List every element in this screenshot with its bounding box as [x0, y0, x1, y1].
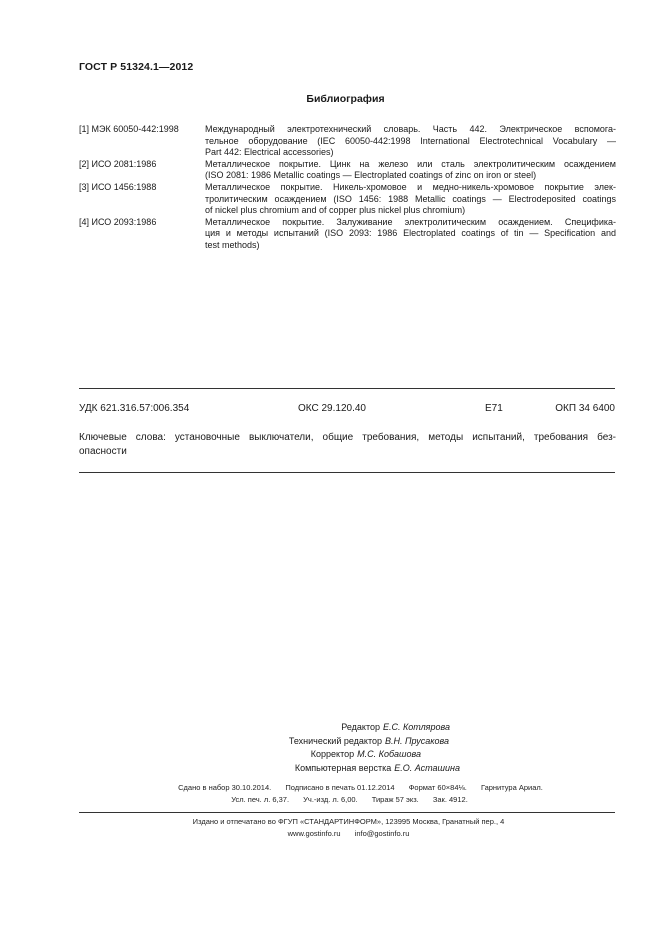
credit-layout: [230, 762, 470, 776]
credit-role: Редактор: [341, 722, 380, 732]
credit-name: М.С. Кобашова: [357, 749, 421, 760]
imprint-field: Усл. печ. л. 6,37.: [231, 795, 290, 804]
credits-block: [230, 721, 470, 775]
reference-line: (ISO 2081: 1986 Metallic coatings — Electroplated coatings of zinc on iron or steel): [205, 170, 537, 181]
website-link[interactable]: www.gostinfo.ru: [287, 829, 341, 838]
reference-text: [205, 124, 616, 159]
reference-line: тролитическим осаждением (ISO 1456: 1988 Metallic coatings — Electrodeposited coatings: [205, 193, 616, 204]
imprint-print-info: [0, 783, 661, 792]
section-title: Библиография: [306, 93, 385, 105]
divider-top: [79, 388, 615, 389]
keywords-line: Ключевые слова: установочные выключатели, общие требования, методы испытаний, требования без-: [79, 432, 616, 443]
reference-item: [79, 124, 616, 159]
divider-keywords: [79, 472, 615, 473]
email-link[interactable]: info@gostinfo.ru: [354, 829, 410, 838]
document-code: ГОСТ Р 51324.1—2012: [79, 61, 194, 73]
reference-id: [4] ИСО 2093:1986: [79, 216, 157, 227]
imprint-field: Сдано в набор 30.10.2014.: [178, 783, 272, 792]
oks-code: ОКС 29.120.40: [298, 403, 366, 414]
imprint-field: Тираж 57 экз.: [371, 795, 419, 804]
credit-name: В.Н. Прусакова: [385, 735, 449, 746]
reference-line: Part 442: Electrical accessories): [205, 147, 334, 158]
credit-name: Е.О. Асташина: [394, 762, 460, 773]
imprint-field: Формат 60×84⅛.: [408, 783, 467, 792]
reference-line: ция и методы испытаний (ISO 2093: 1986 Electroplated coatings of tin — Specification and: [205, 228, 616, 239]
credit-proofreader: [230, 748, 470, 762]
group-code: Е71: [485, 403, 503, 414]
publisher-line: Издано и отпечатано во ФГУП «СТАНДАРТИНФОРМ», 123995 Москва, Гранатный пер., 4: [192, 817, 505, 826]
reference-id: [2] ИСО 2081:1986: [79, 158, 157, 169]
reference-item: [79, 182, 616, 217]
reference-text: [205, 182, 616, 217]
publisher-contacts: [0, 829, 661, 838]
okp-code: ОКП 34 6400: [555, 403, 615, 414]
reference-line: Металлическое покрытие. Цинк на железо или сталь электролитическим осаждением: [205, 158, 616, 169]
reference-text: [205, 159, 616, 182]
imprint-field: Зак. 4912.: [432, 795, 468, 804]
credit-tech-editor: [230, 735, 470, 749]
imprint-field: Гарнитура Ариал.: [480, 783, 543, 792]
reference-id: [1] МЭК 60050-442:1998: [79, 124, 179, 134]
classification-row: [79, 403, 615, 417]
reference-id: [3] ИСО 1456:1988: [79, 181, 157, 192]
reference-line: test methods): [205, 239, 260, 250]
divider-imprint: [79, 812, 615, 813]
reference-item: [79, 159, 616, 182]
reference-line: Международный электротехнический словарь. Часть 442. Электрическое вспомога-: [205, 124, 616, 134]
imprint-field: Подписано в печать 01.12.2014: [285, 783, 395, 792]
bibliography-list: [79, 124, 616, 252]
reference-item: [79, 217, 616, 252]
credit-name: Е.С. Котлярова: [382, 722, 450, 732]
reference-line: of nickel plus chromium and of copper plus nickel plus chromium): [205, 205, 466, 216]
reference-line: Металлическое покрытие. Залуживание электролитическим осаждением. Специфика-: [205, 216, 616, 227]
reference-line: тельное оборудование (IEC 60050-442:1998 International Electrotechnical Vocabulary —: [205, 135, 616, 146]
reference-line: Металлическое покрытие. Никель-хромовое и медно-никель-хромовое покрытие элек-: [205, 181, 616, 192]
credit-editor: [230, 721, 470, 735]
keywords-line: опасности: [79, 445, 127, 457]
keywords: [79, 431, 616, 458]
imprint-volume-info: [0, 795, 661, 804]
credit-role: Корректор: [310, 749, 355, 760]
credit-role: Технический редактор: [288, 735, 382, 746]
imprint-field: Уч.-изд. л. 6,00.: [303, 795, 358, 804]
udk-code: УДК 621.316.57:006.354: [79, 403, 190, 414]
credit-role: Компьютерная верстка: [294, 762, 392, 773]
reference-text: [205, 217, 616, 252]
